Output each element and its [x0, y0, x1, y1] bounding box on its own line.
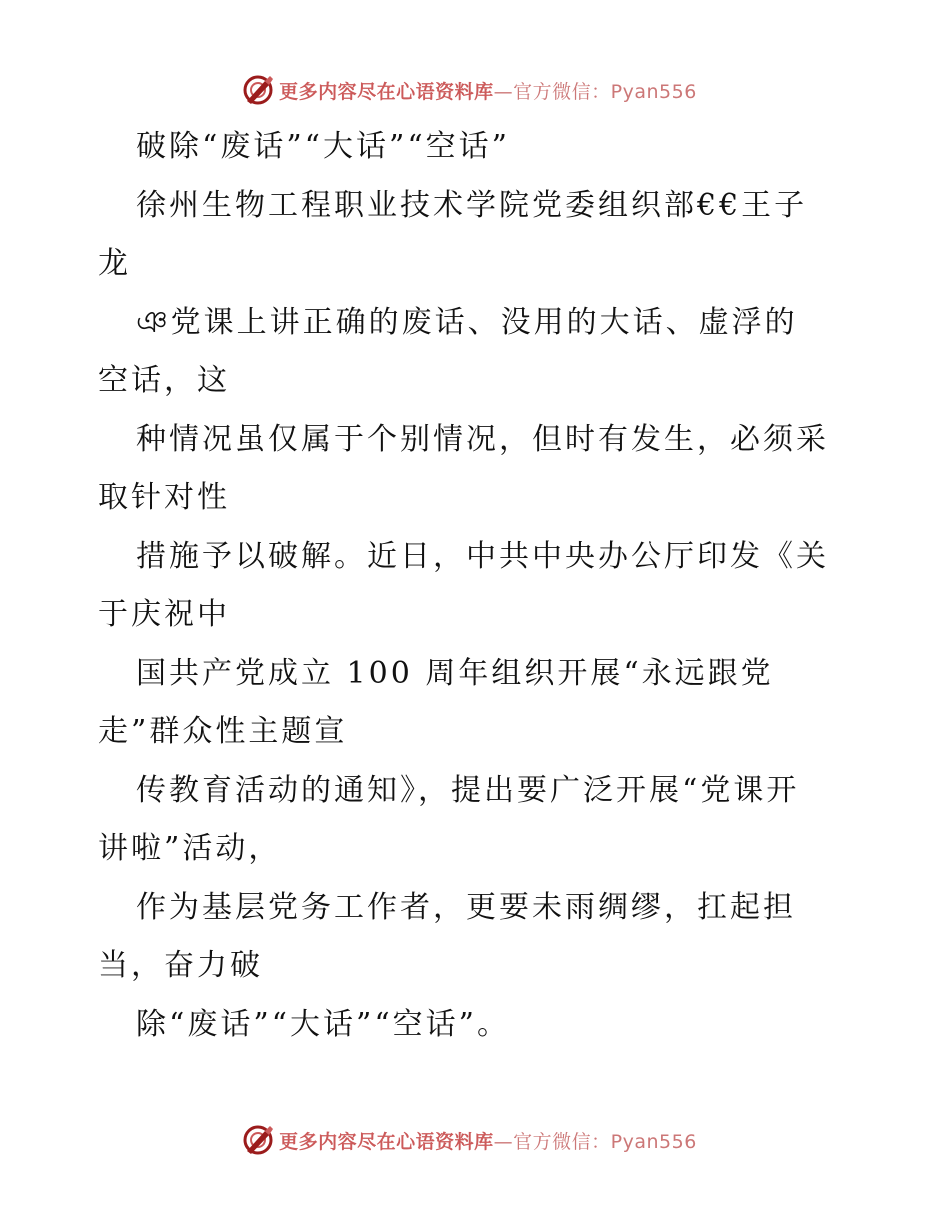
paragraph-line: 传教育活动的通知》，提出要广泛开展“党课开 [136, 772, 800, 808]
banner-wechat-text: —官方微信：Pyan556 [493, 1130, 697, 1153]
paragraph-line: 国共产党成立 100 周年组织开展“永远跟党 [136, 655, 774, 691]
footer-banner-text [279, 1127, 697, 1154]
paragraph-line: 走”群众性主题宣 [98, 714, 348, 749]
header-banner-text [279, 77, 697, 104]
banner-wechat-text: —官方微信：Pyan556 [493, 80, 697, 103]
paragraph-line: 种情况虽仅属于个别情况，但时有发生，必须采 [136, 421, 829, 457]
document-title: 破除“废话”“大话”“空话” [136, 129, 511, 164]
paragraph-line: 讲啦”活动， [98, 831, 282, 866]
pen-logo-icon [241, 73, 275, 107]
paragraph-line: 除“废话”“大话”“空话”。 [136, 1006, 511, 1042]
paragraph-line: 措施予以破解。近日，中共中央办公厅印发《关 [136, 538, 829, 574]
paragraph-line: 于庆祝中 [98, 597, 230, 632]
banner-lead-text: 更多内容尽在心语资料库 [279, 80, 494, 103]
banner-lead-text: 更多内容尽在心语资料库 [279, 1130, 494, 1153]
paragraph-line: 空话，这 [98, 363, 230, 398]
header-banner [0, 70, 950, 110]
pen-logo-icon [241, 1123, 275, 1157]
paragraph-line: 取针对性 [98, 480, 230, 515]
footer-banner [0, 1120, 950, 1160]
paragraph-line: ঞ党课上讲正确的废话、没用的大话、虚浮的 [136, 304, 798, 340]
paragraph-line: 当，奋力破 [98, 948, 263, 983]
author-line-cont: 龙 [98, 246, 131, 281]
document-body [98, 118, 858, 1054]
author-line: 徐州生物工程职业技术学院党委组织部€€王子 [136, 187, 808, 223]
header-banner-content [241, 73, 697, 107]
footer-banner-content [241, 1123, 697, 1157]
paragraph-line: 作为基层党务工作者，更要未雨绸缪，扛起担 [136, 889, 796, 925]
